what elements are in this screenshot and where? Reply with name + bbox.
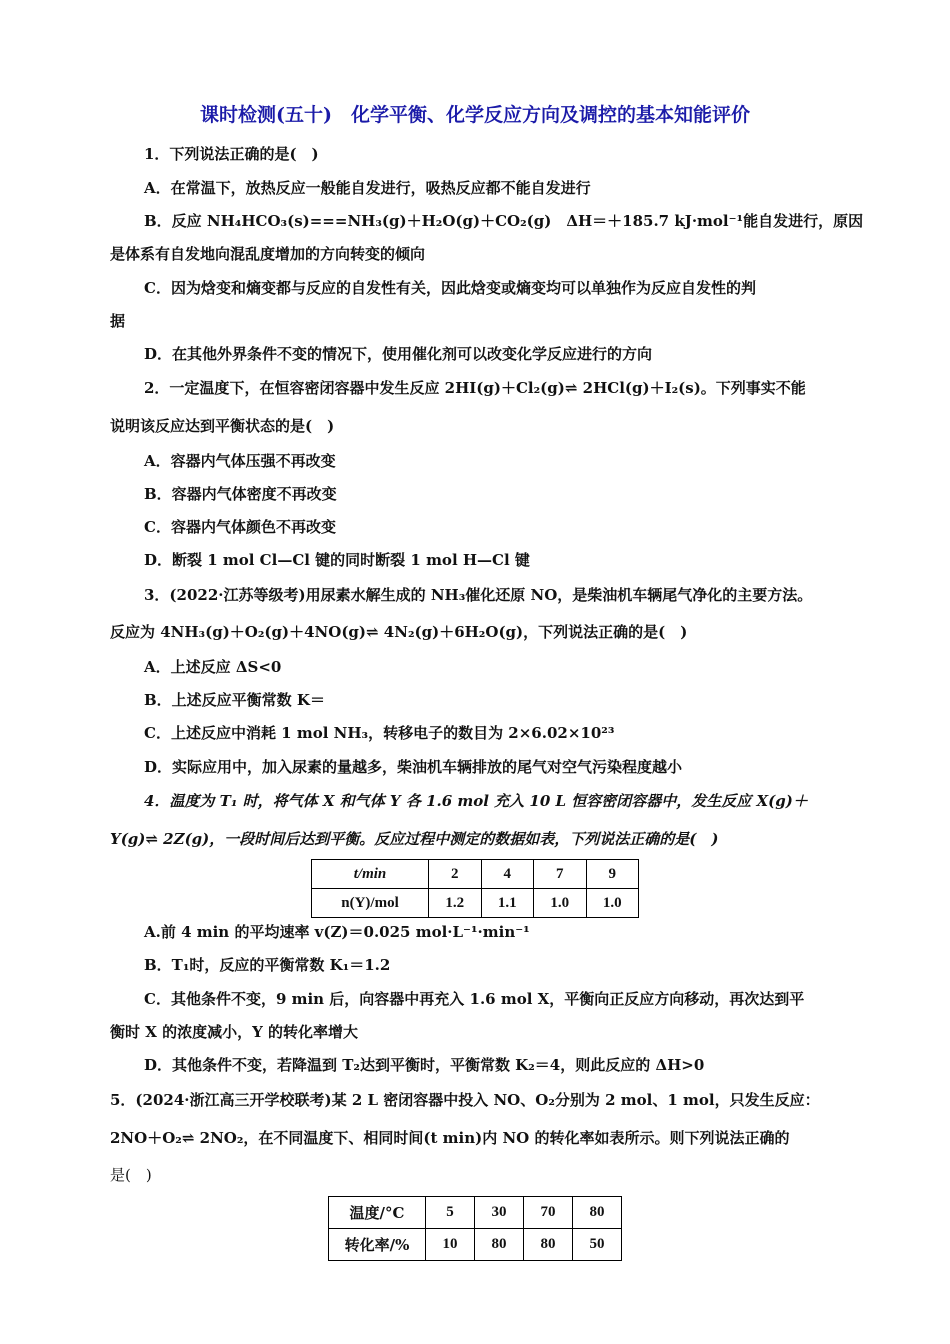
- table-cell: 7: [534, 860, 587, 889]
- q2-stem: 2．一定温度下，在恒容密闭容器中发生反应 2HI(g)＋Cl₂(g)⇌ 2HCl(g)＋I₂(s)。下列事实不能: [144, 379, 806, 397]
- table-cell: 1.0: [534, 889, 587, 918]
- q5-data-table: [328, 1196, 622, 1261]
- table-cell: 4: [481, 860, 534, 889]
- table-header-cell: t/min: [312, 860, 429, 889]
- table-row: [312, 889, 639, 918]
- table-cell: 1.1: [481, 889, 534, 918]
- q4-option-b: B．T₁时，反应的平衡常数 K₁＝1.2: [144, 956, 391, 974]
- q2-option-d: D．断裂 1 mol Cl—Cl 键的同时断裂 1 mol H—Cl 键: [144, 551, 530, 569]
- table-row: [329, 1229, 622, 1261]
- q1-option-b: B．反应 NH₄HCO₃(s)===NH₃(g)＋H₂O(g)＋CO₂(g) ΔH＝＋185.7 kJ·mol⁻¹能自发进行，原因: [144, 212, 864, 230]
- q3-option-a: A．上述反应 ΔS<0: [144, 658, 282, 676]
- table-header-cell: 转化率/%: [329, 1229, 426, 1261]
- q1-option-d: D．在其他外界条件不变的情况下，使用催化剂可以改变化学反应进行的方向: [144, 345, 653, 363]
- table-cell: 80: [524, 1229, 573, 1261]
- q3-stem: 3．(2022·江苏等级考)用尿素水解生成的 NH₃催化还原 NO，是柴油机车辆尾气净化的主要方法。: [144, 586, 813, 604]
- q3-stem-cont: 反应为 4NH₃(g)＋O₂(g)＋4NO(g)⇌ 4N₂(g)＋6H₂O(g)，下列说法正确的是( ): [110, 623, 688, 641]
- table-cell: 70: [524, 1197, 573, 1229]
- table-row: [312, 860, 639, 889]
- q4-stem: 4．温度为 T₁ 时，将气体 X 和气体 Y 各 1.6 mol 充入 10 L 恒容密闭容器中，发生反应 X(g)＋: [144, 792, 808, 810]
- q5-stem: 5．(2024·浙江高三开学校联考)某 2 L 密闭容器中投入 NO、O₂分别为 2 mol、1 mol，只发生反应：: [110, 1091, 820, 1109]
- table-cell: 10: [426, 1229, 475, 1261]
- q3-option-c: C．上述反应中消耗 1 mol NH₃，转移电子的数目为 2×6.02×10²³: [144, 724, 615, 742]
- table-cell: 1.2: [429, 889, 482, 918]
- page-title: 课时检测(五十) 化学平衡、化学反应方向及调控的基本知能评价: [200, 104, 750, 126]
- q3-option-d: D．实际应用中，加入尿素的量越多，柴油机车辆排放的尾气对空气污染程度越小: [144, 758, 683, 776]
- table-header-cell: 温度/°C: [329, 1197, 426, 1229]
- table-cell: 30: [475, 1197, 524, 1229]
- q4-option-a: A.前 4 min 的平均速率 v(Z)＝0.025 mol·L⁻¹·min⁻¹: [144, 923, 530, 941]
- q1-option-c: C．因为焓变和熵变都与反应的自发性有关，因此焓变或熵变均可以单独作为反应自发性的判: [144, 279, 756, 297]
- table-cell: 5: [426, 1197, 475, 1229]
- q1-option-a: A．在常温下，放热反应一般能自发进行，吸热反应都不能自发进行: [144, 179, 591, 197]
- table-cell: 80: [475, 1229, 524, 1261]
- table-cell: 80: [573, 1197, 622, 1229]
- q4-stem-cont: Y(g)⇌ 2Z(g)，一段时间后达到平衡。反应过程中测定的数据如表，下列说法正确的是( ): [110, 830, 719, 848]
- q3-option-b: B．上述反应平衡常数 K＝: [144, 691, 325, 709]
- q4-data-table: [311, 859, 639, 918]
- q1-stem: 1．下列说法正确的是( ): [144, 145, 319, 163]
- table-header-cell: n(Y)/mol: [312, 889, 429, 918]
- table-row: [329, 1197, 622, 1229]
- q2-stem-cont: 说明该反应达到平衡状态的是( ): [110, 417, 335, 435]
- q1-option-c-cont: 据: [110, 312, 126, 330]
- q2-option-c: C．容器内气体颜色不再改变: [144, 518, 336, 536]
- q2-option-a: A．容器内气体压强不再改变: [144, 452, 336, 470]
- q4-option-c-cont: 衡时 X 的浓度减小，Y 的转化率增大: [110, 1023, 359, 1041]
- q4-option-c: C．其他条件不变，9 min 后，向容器中再充入 1.6 mol X，平衡向正反应方向移动，再次达到平: [144, 990, 805, 1008]
- table-cell: 1.0: [586, 889, 639, 918]
- table-cell: 50: [573, 1229, 622, 1261]
- q5-stem-end: 是( ): [110, 1166, 152, 1184]
- q5-stem-cont: 2NO＋O₂⇌ 2NO₂，在不同温度下、相同时间(t min)内 NO 的转化率如表所示。则下列说法正确的: [110, 1129, 790, 1147]
- q2-option-b: B．容器内气体密度不再改变: [144, 485, 337, 503]
- table-cell: 2: [429, 860, 482, 889]
- table-cell: 9: [586, 860, 639, 889]
- q4-option-d: D．其他条件不变，若降温到 T₂达到平衡时，平衡常数 K₂＝4，则此反应的 ΔH>0: [144, 1056, 705, 1074]
- q1-option-b-cont: 是体系有自发地向混乱度增加的方向转变的倾向: [110, 245, 426, 263]
